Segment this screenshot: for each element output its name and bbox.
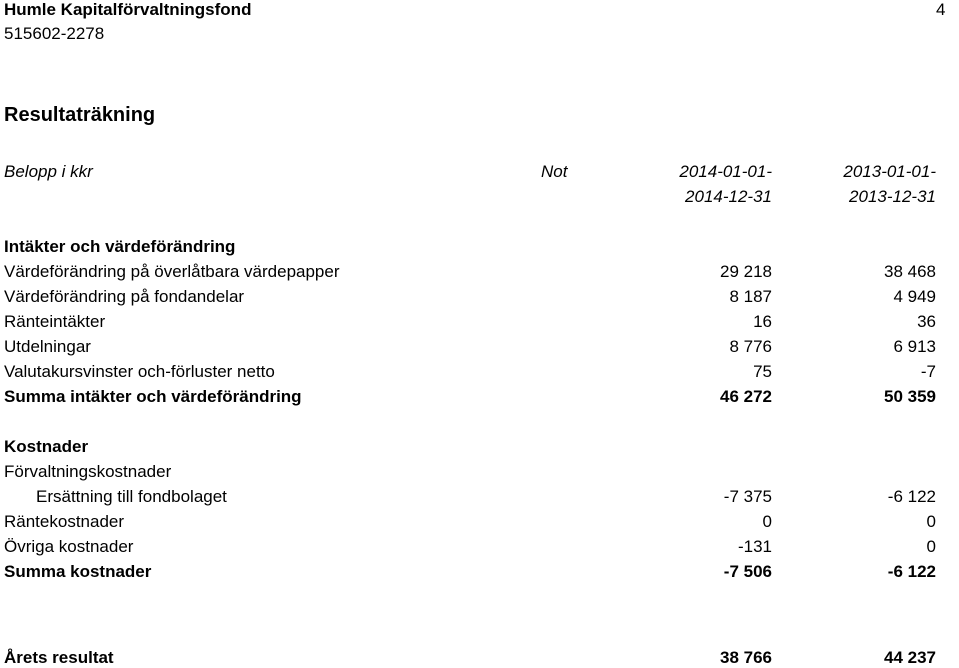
period-2014-end: 2014-12-31 [685, 187, 772, 206]
period-2013-end: 2013-12-31 [849, 187, 936, 206]
row-value-2013: 0 [926, 537, 936, 556]
page-title: Resultaträkning [4, 104, 156, 126]
row-value-2013: 36 [917, 312, 936, 331]
period-2013-start: 2013-01-01- [843, 162, 936, 181]
row-value-2013: 6 913 [893, 337, 936, 356]
row-value-2014: 29 218 [720, 262, 772, 281]
income-heading: Intäkter och värdeförändring [4, 237, 236, 256]
row-label: Räntekostnader [4, 512, 125, 531]
row-value-2014: -7 375 [723, 487, 772, 506]
row-value-2013: 38 468 [884, 262, 936, 281]
row-label: Valutakursvinster och-förluster netto [4, 362, 275, 381]
row-value-2014: -131 [737, 537, 772, 556]
costs-total-2014: -7 506 [723, 562, 772, 581]
fund-name: Humle Kapitalförvaltningsfond [4, 0, 252, 19]
period-2014-start: 2014-01-01- [679, 162, 772, 181]
page-number: 4 [936, 0, 946, 19]
income-total-2013: 50 359 [884, 387, 936, 406]
costs-total-2013: -6 122 [887, 562, 936, 581]
row-label: Värdeförändring på fondandelar [4, 287, 245, 306]
result-2013: 44 237 [884, 648, 936, 667]
row-label: Ersättning till fondbolaget [36, 487, 227, 506]
costs-total-label: Summa kostnader [4, 562, 152, 581]
row-value-2014: 0 [762, 512, 772, 531]
costs-subheading: Förvaltningskostnader [4, 462, 172, 481]
row-value-2014: 8 187 [729, 287, 772, 306]
result-label: Årets resultat [4, 648, 114, 667]
result-2014: 38 766 [720, 648, 772, 667]
org-number: 515602-2278 [4, 24, 105, 43]
note-column-header: Not [541, 162, 568, 181]
row-value-2014: 16 [753, 312, 772, 331]
row-value-2013: 0 [926, 512, 936, 531]
amount-unit-label: Belopp i kkr [4, 162, 93, 181]
row-value-2014: 75 [753, 362, 772, 381]
row-label: Värdeförändring på överlåtbara värdepapper [4, 262, 340, 281]
costs-heading: Kostnader [4, 437, 89, 456]
row-value-2013: -6 122 [887, 487, 936, 506]
income-total-label: Summa intäkter och värdeförändring [4, 387, 302, 406]
row-value-2014: 8 776 [729, 337, 772, 356]
income-total-2014: 46 272 [720, 387, 772, 406]
row-value-2013: -7 [920, 362, 936, 381]
row-value-2013: 4 949 [893, 287, 936, 306]
row-label: Ränteintäkter [4, 312, 106, 331]
row-label: Utdelningar [4, 337, 91, 356]
row-label: Övriga kostnader [4, 537, 134, 556]
